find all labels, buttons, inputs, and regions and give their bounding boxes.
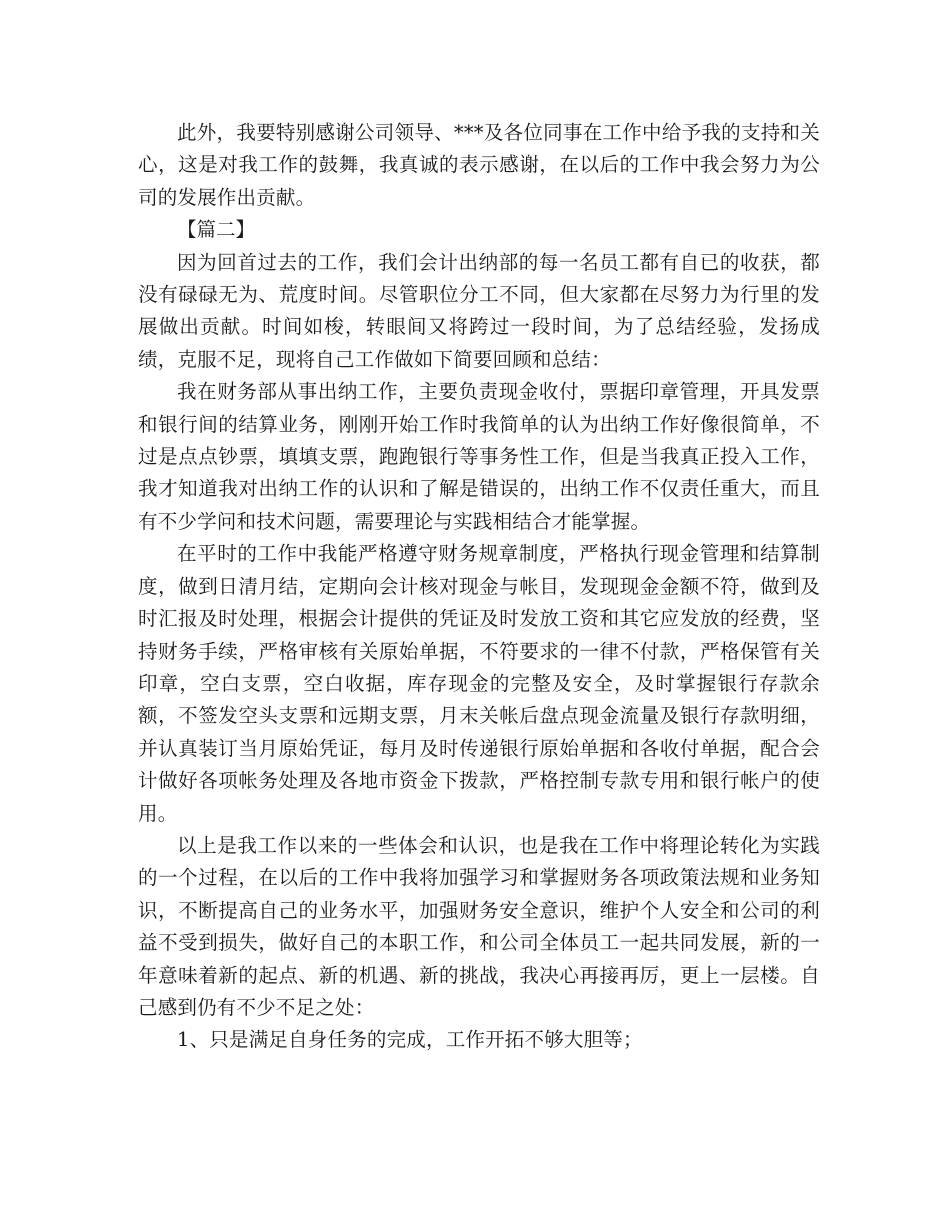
paragraph-thanks: 此外，我要特别感谢公司领导、***及各位同事在工作中给予我的支持和关心，这是对我工作的鼓舞，我真诚的表示感谢，在以后的工作中我会努力为公司的发展作出贡献。 xyxy=(138,121,820,209)
paragraph-duties: 我在财务部从事出纳工作，主要负责现金收付，票据印章管理，开具发票和银行间的结算业务，刚刚开始工作时我简单的认为出纳工作好像很简单，不过是点点钞票，填填支票，跑跑银行等事务性工作，但是当我真正投入工作，我才知道我对出纳工作的认识和了解是错误的，出纳工作不仅责任重大，而且有不少学问和技术问题，需要理论与实践相结合才能掌握。 xyxy=(138,380,820,533)
section-heading: 【篇二】 xyxy=(177,218,256,242)
paragraph-daily-work: 在平时的工作中我能严格遵守财务规章制度，严格执行现金管理和结算制度，做到日清月结，定期向会计核对现金与帐目，发现现金金额不符，做到及时汇报及时处理，根据会计提供的凭证及时发放工资和其它应发放的经费，坚持财务手续，严格审核有关原始单据，不符要求的一律不付款，严格保管有关印章，空白支票，空白收据，库存现金的完整及安全，及时掌握银行存款余额，不签发空头支票和远期支票，月末关帐后盘点现金流量及银行存款明细，并认真装订当月原始凭证，每月及时传递银行原始单据和各收付单据，配合会计做好各项帐务处理及各地市资金下拨款，严格控制专款专用和银行帐户的使用。 xyxy=(138,542,820,825)
document-page xyxy=(138,117,820,1057)
paragraph-summary: 以上是我工作以来的一些体会和认识，也是我在工作中将理论转化为实践的一个过程，在以后的工作中我将加强学习和掌握财务各项政策法规和业务知识，不断提高自己的业务水平，加强财务安全意识，维护个人安全和公司的利益不受到损失，做好自己的本职工作，和公司全体员工一起共同发展，新的一年意味着新的起点、新的机遇、新的挑战，我决心再接再厉，更上一层楼。自己感到仍有不少不足之处： xyxy=(138,833,820,1019)
paragraph-intro: 因为回首过去的工作，我们会计出纳部的每一名员工都有自已的收获，都没有碌碌无为、荒度时间。尽管职位分工不同，但大家都在尽努力为行里的发展做出贡献。时间如梭，转眼间又将跨过一段时间，为了总结经验，发扬成绩，克服不足，现将自己工作做如下简要回顾和总结： xyxy=(138,250,820,371)
list-item-shortcoming-1: 1、只是满足自身任务的完成，工作开拓不够大胆等； xyxy=(177,1028,643,1052)
